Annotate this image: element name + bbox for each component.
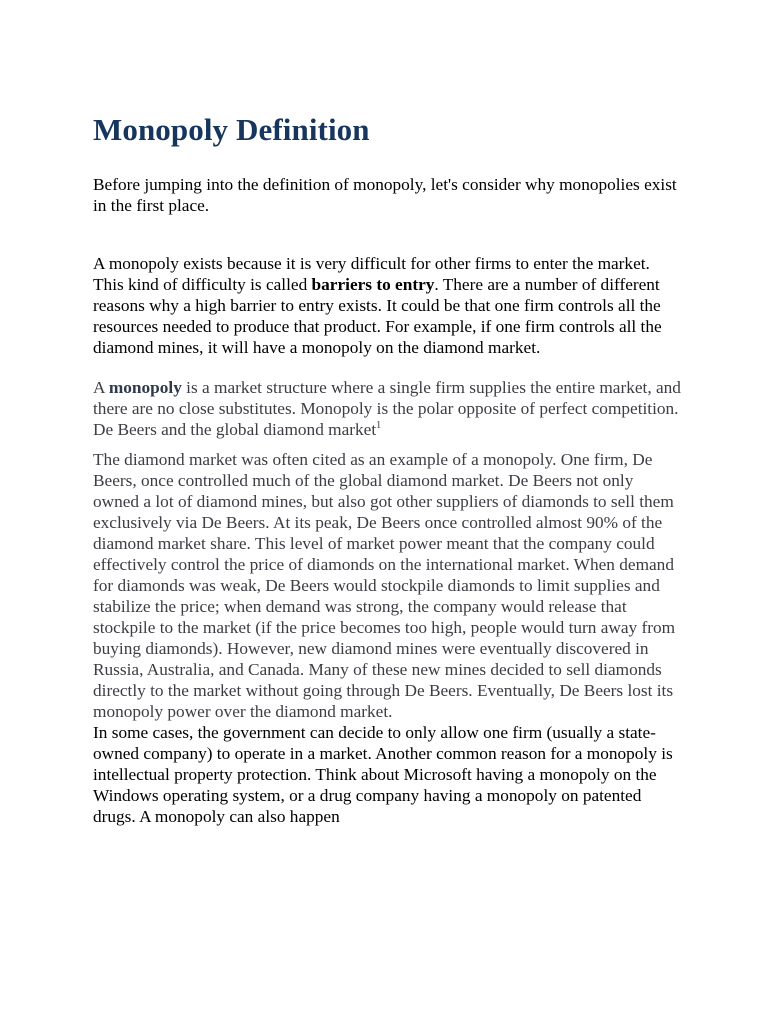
- government-paragraph: In some cases, the government can decide to only allow one firm (usually a state-owned company) to operate in a market. Another common reason for a monopoly is intellectual property protection. Think about Microsoft having a monopoly on the Windows operating system, or a drug company having a monopoly on patented drugs. A monopoly can also happen: [93, 723, 673, 826]
- definition-text-end: is a market structure where a single firm supplies the entire market, and there are no close substitutes. Monopoly is the polar opposite of perfect competition.: [93, 378, 681, 418]
- debeers-heading-text: De Beers and the global diamond market: [93, 420, 377, 439]
- barriers-term: barriers to entry: [311, 275, 435, 294]
- document-title: Monopoly Definition: [93, 112, 370, 147]
- definition-text-start: A: [93, 378, 109, 397]
- debeers-heading: [93, 419, 682, 440]
- diamond-market-paragraph: The diamond market was often cited as an example of a monopoly. One firm, De Beers, once controlled much of the global diamond market. De Beers not only owned a lot of diamond mines, but also got other suppliers of diamonds to sell them exclusively via De Beers. At its peak, De Beers once controlled almost 90% of the diamond market share. This level of market power meant that the company could effectively control the price of diamonds on the international market. When demand for diamonds was weak, De Beers would stockpile diamonds to limit supplies and stabilize the price; when demand was strong, the company would release that stockpile to the market (if the price becomes too high, people would turn away from buying diamonds). However, new diamond mines were eventually discovered in Russia, Australia, and Canada. Many of these new mines decided to sell diamonds directly to the market without going through De Beers. Eventually, De Beers lost its monopoly power over the diamond market.: [93, 450, 676, 721]
- barriers-paragraph: [93, 253, 682, 358]
- intro-paragraph: Before jumping into the definition of monopoly, let's consider why monopolies exist in the first place.: [93, 175, 677, 215]
- definition-paragraph: [93, 377, 682, 419]
- footnote-marker: 1: [376, 420, 382, 432]
- monopoly-term: monopoly: [108, 378, 182, 397]
- barriers-text-end: . There are a number of different reasons why a high barrier to entry exists. It could be that one firm controls all the resources needed to produce that product. For example, if one firm controls all the diamond mines, it will have a monopoly on the diamond market.: [93, 275, 662, 357]
- barriers-text-start: A monopoly exists because it is very difficult for other firms to enter the market. This kind of difficulty is called: [93, 254, 650, 294]
